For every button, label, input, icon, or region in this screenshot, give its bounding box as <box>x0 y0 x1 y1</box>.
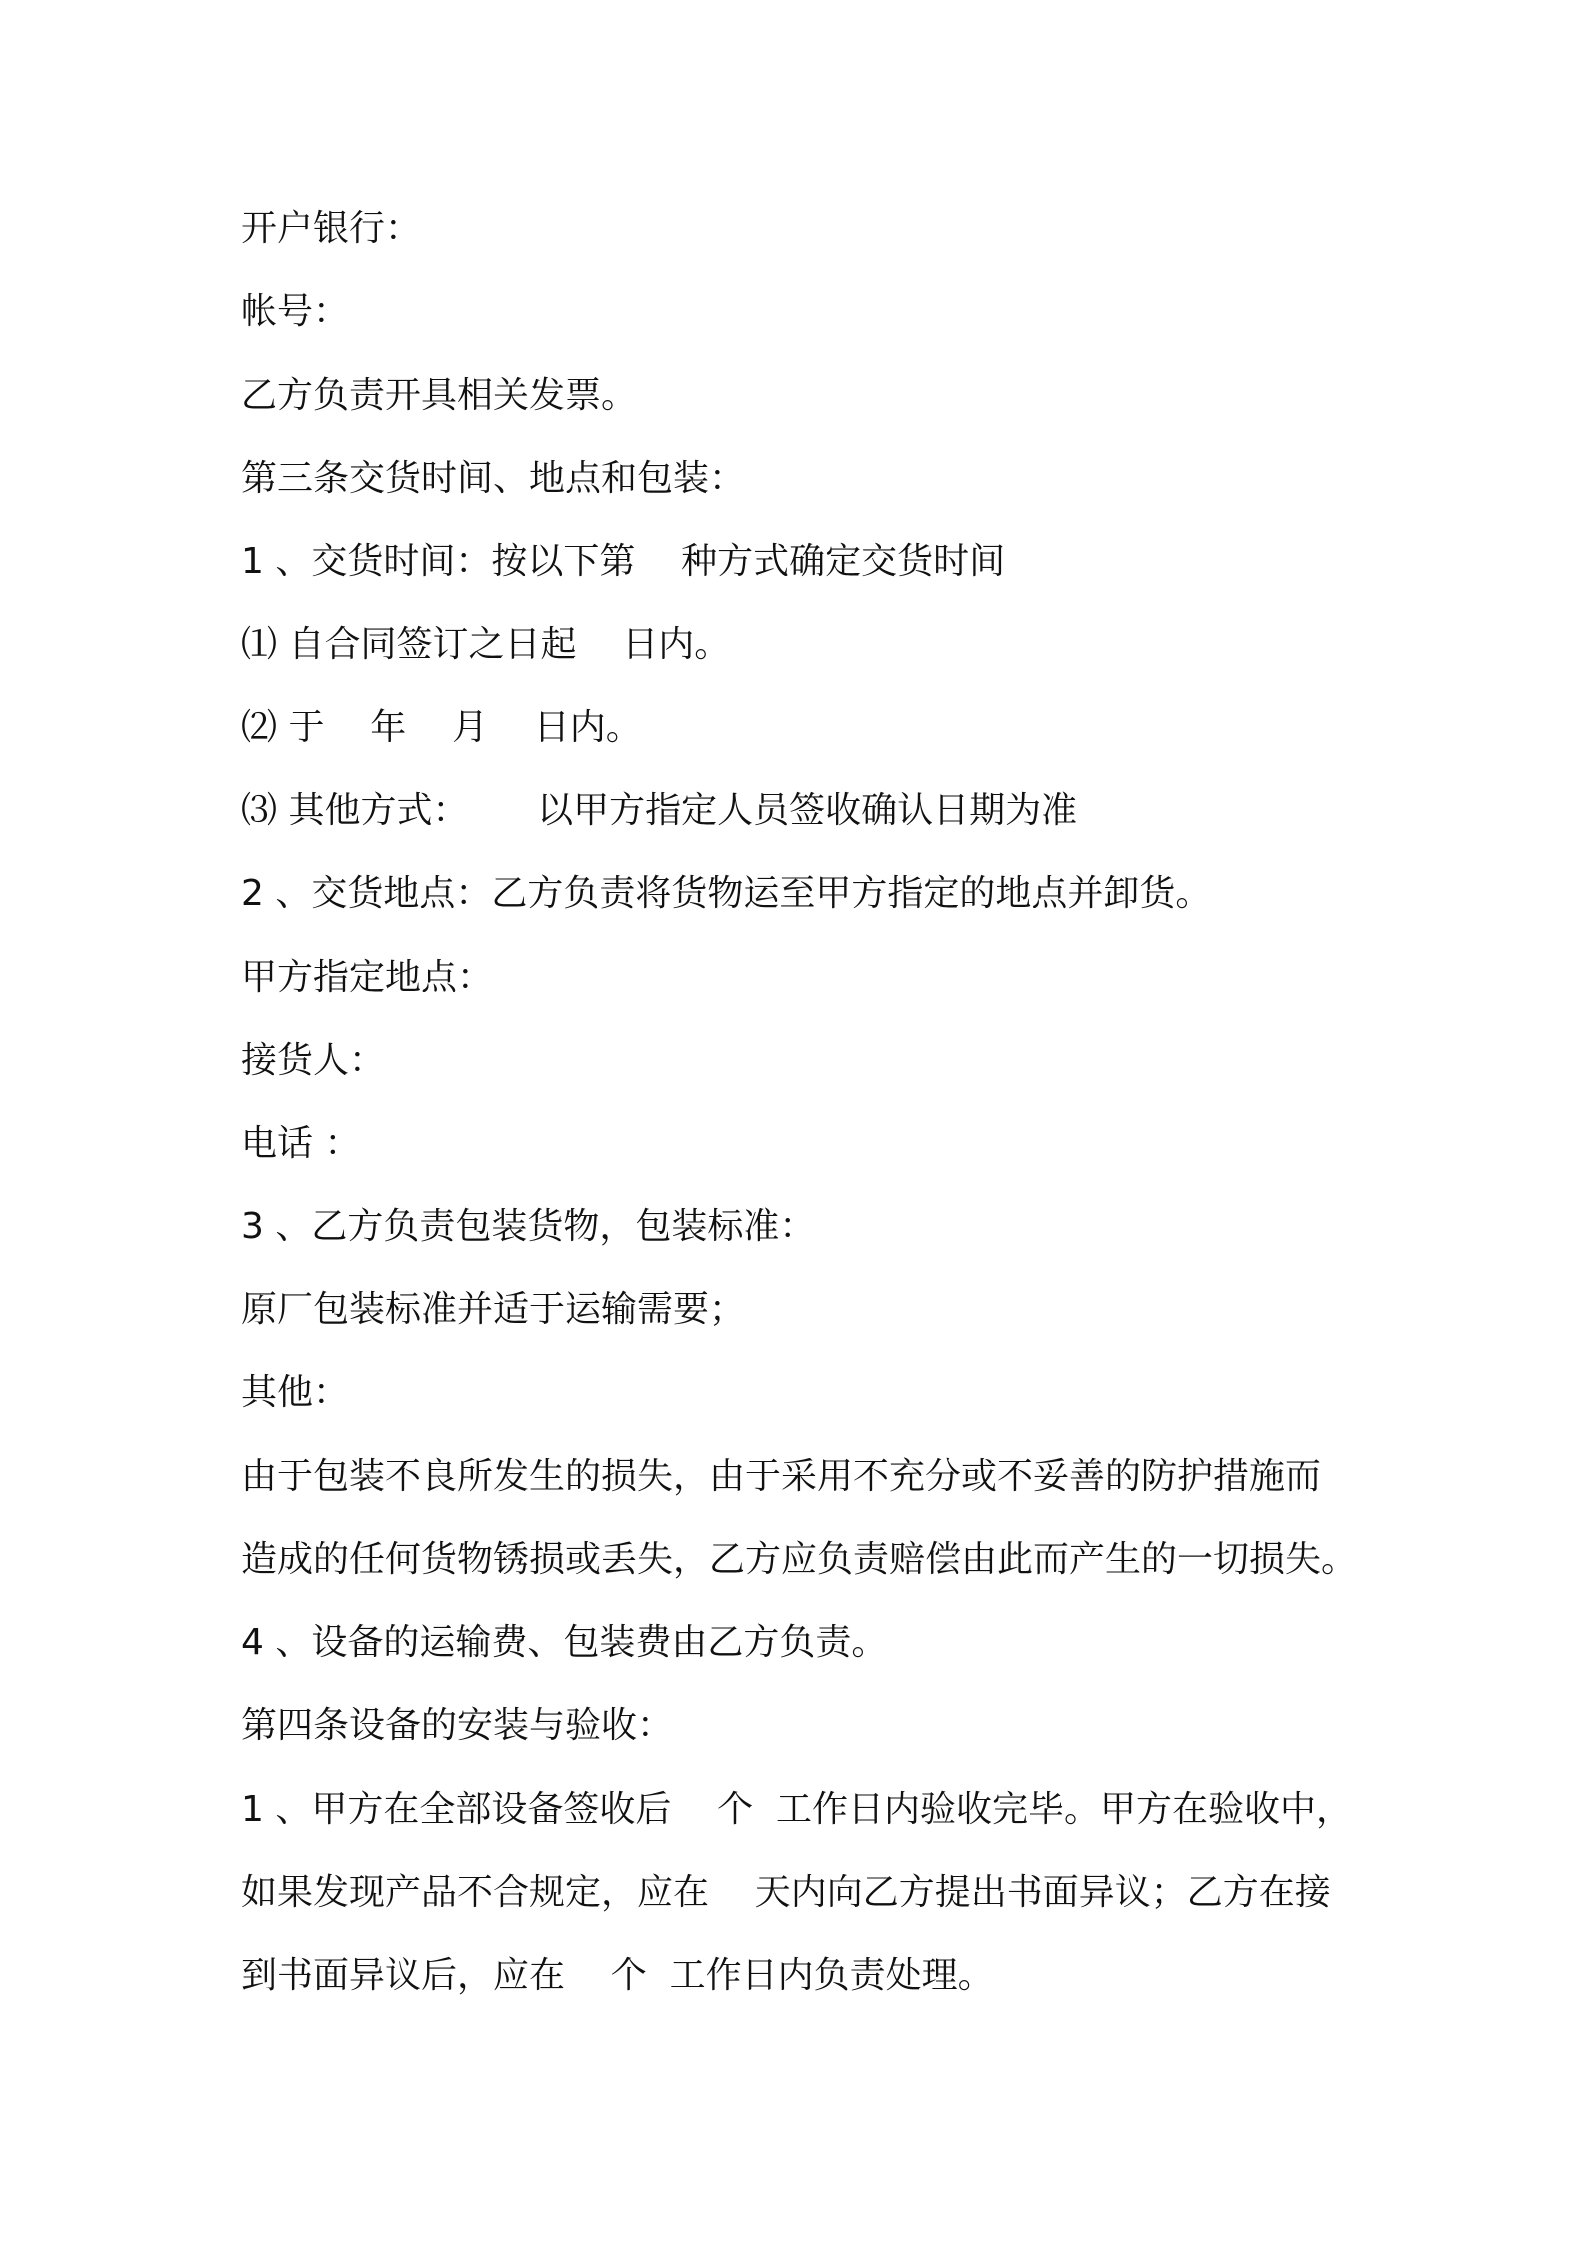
account-number-line: 帐号： <box>241 291 350 332</box>
delivery-option-2: ⑵ 于 年 月 日内。 <box>241 707 642 748</box>
acceptance-line-3: 到书面异议后，应在 个 工作日内负责处理。 <box>241 1955 994 1996</box>
designated-place-line: 甲方指定地点： <box>241 957 494 998</box>
packaging-standard-line: 原厂包装标准并适于运输需要； <box>241 1289 746 1330</box>
acceptance-line-1: 1 、甲方在全部设备签收后 个 工作日内验收完毕。甲方在验收中， <box>241 1789 1353 1830</box>
packaging-line: 3 、乙方负责包装货物，包装标准： <box>241 1206 816 1247</box>
transport-fee-line: 4 、设备的运输费、包装费由乙方负责。 <box>241 1622 888 1663</box>
article-four-heading: 第四条设备的安装与验收： <box>241 1705 674 1746</box>
receiver-line: 接货人： <box>241 1040 386 1081</box>
delivery-time-line: 1 、交货时间：按以下第 种方式确定交货时间 <box>241 541 1006 582</box>
delivery-option-3: ⑶ 其他方式： 以甲方指定人员签收确认日期为准 <box>241 790 1078 831</box>
packaging-loss-line-1: 由于包装不良所发生的损失，由于采用不充分或不妥善的防护措施而 <box>241 1456 1322 1497</box>
delivery-option-1: ⑴ 自合同签订之日起 日内。 <box>241 624 731 665</box>
packaging-loss-line-2: 造成的任何货物锈损或丢失，乙方应负责赔偿由此而产生的一切损失。 <box>241 1539 1358 1580</box>
invoice-line: 乙方负责开具相关发票。 <box>241 375 638 416</box>
article-three-heading: 第三条交货时间、地点和包装： <box>241 458 746 499</box>
other-line: 其他： <box>241 1372 350 1413</box>
delivery-place-line: 2 、交货地点：乙方负责将货物运至甲方指定的地点并卸货。 <box>241 873 1212 914</box>
phone-line: 电话 ： <box>241 1123 361 1164</box>
bank-name-line: 开户银行： <box>241 208 422 249</box>
acceptance-line-2: 如果发现产品不合规定，应在 天内向乙方提出书面异议；乙方在接 <box>241 1872 1331 1913</box>
